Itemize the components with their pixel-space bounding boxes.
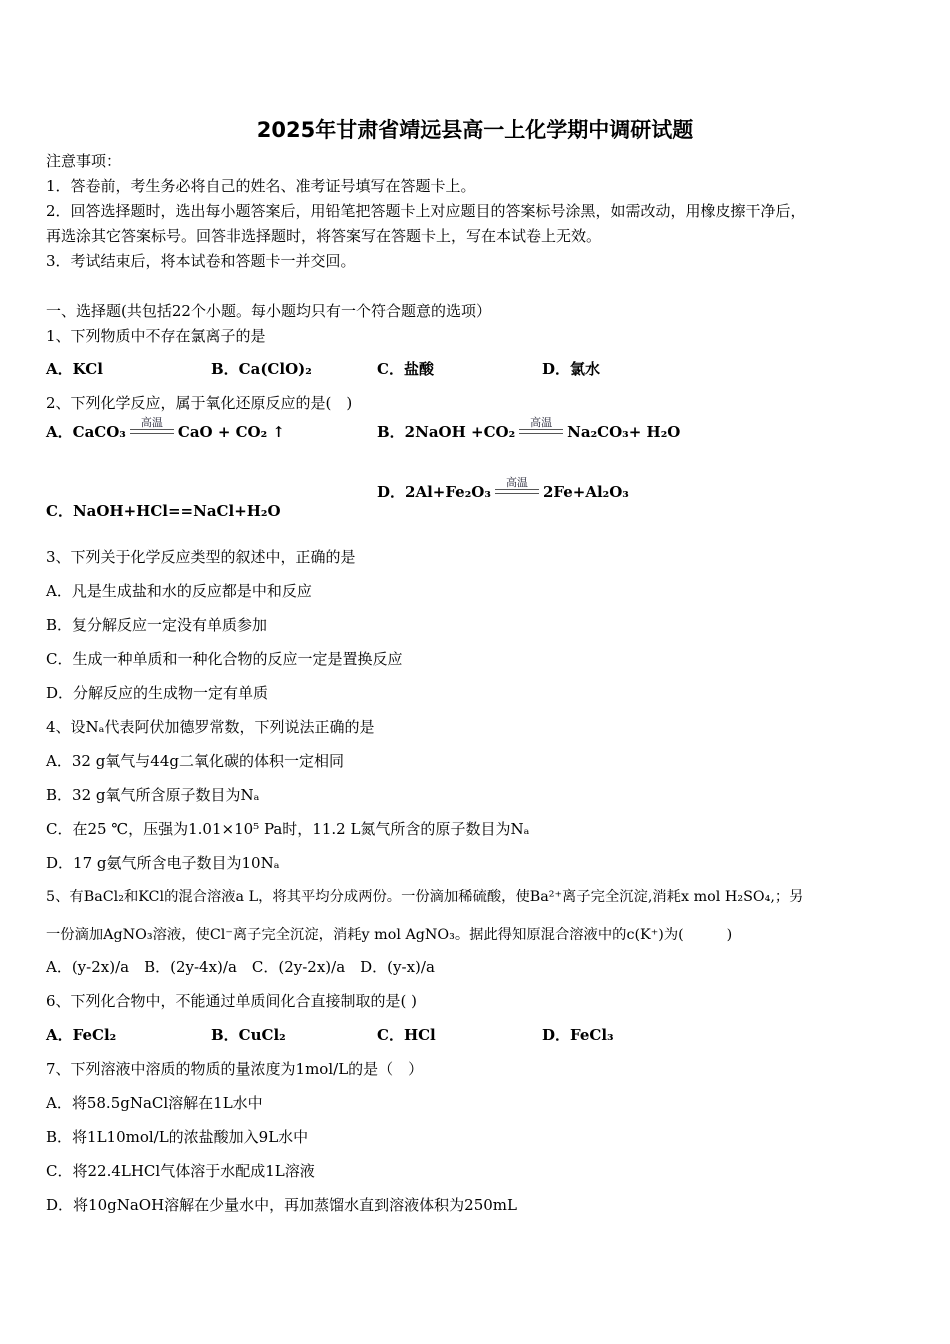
q3-option-a: A．凡是生成盐和水的反应都是中和反应 — [46, 582, 312, 600]
condition-label: 高温 — [505, 476, 528, 489]
q5-options: A．(y-2x)/a B．(2y-4x)/a C．(2y-2x)/a D．(y-x)/a — [46, 958, 435, 976]
double-line — [495, 489, 539, 494]
q7-option-b: B．将1L10mol/L的浓盐酸加入9L水中 — [46, 1128, 309, 1146]
q1-option-a: A．KCl — [46, 360, 103, 378]
condition-label: 高温 — [530, 416, 553, 429]
notice-line: 2．回答选择题时，选出每小题答案后，用铅笔把答题卡上对应题目的答案标号涂黑，如需改动，用橡皮擦干净后， — [46, 202, 806, 220]
reaction-arrow — [519, 417, 563, 434]
q4-stem: 4、设Nₐ代表阿伏加德罗常数，下列说法正确的是 — [46, 718, 375, 736]
q6-option-b: B．CuCl₂ — [211, 1026, 286, 1044]
reaction-arrow — [130, 417, 174, 434]
q2-option-d — [377, 476, 629, 502]
notice-heading: 注意事项： — [46, 152, 122, 170]
q3-stem: 3、下列关于化学反应类型的叙述中，正确的是 — [46, 548, 356, 566]
reaction-arrow — [495, 477, 539, 494]
condition-label: 高温 — [140, 416, 163, 429]
q1-option-b: B．Ca(ClO)₂ — [211, 360, 312, 378]
q7-stem: 7、下列溶液中溶质的物质的量浓度为1mol/L的是（ ） — [46, 1060, 424, 1078]
q3-option-c: C．生成一种单质和一种化合物的反应一定是置换反应 — [46, 650, 403, 668]
q6-option-c: C．HCl — [377, 1026, 436, 1044]
equation-left: B．2NaOH +CO₂ — [377, 423, 516, 441]
q3-option-d: D．分解反应的生成物一定有单质 — [46, 684, 269, 702]
q7-option-c: C．将22.4LHCl气体溶于水配成1L溶液 — [46, 1162, 315, 1180]
q5-stem-line1: 5、有BaCl₂和KCl的混合溶液a L，将其平均分成两份。一份滴加稀硫酸，使Ba²⁺离子完全沉淀,消耗x mol H₂SO₄,；另 — [46, 889, 804, 905]
q3-option-b: B．复分解反应一定没有单质参加 — [46, 616, 268, 634]
q1-option-d: D．氯水 — [542, 360, 601, 378]
section-heading: 一、选择题(共包括22个小题。每小题均只有一个符合题意的选项） — [46, 302, 491, 320]
q1-stem: 1、下列物质中不存在氯离子的是 — [46, 327, 266, 345]
equation-left: A．CaCO₃ — [46, 423, 126, 441]
q6-stem: 6、下列化合物中，不能通过单质间化合直接制取的是( ) — [46, 992, 418, 1010]
equation-left: D．2Al+Fe₂O₃ — [377, 483, 491, 501]
q7-option-d: D．将10gNaOH溶解在少量水中，再加蒸馏水直到溶液体积为250mL — [46, 1196, 517, 1214]
notice-line: 再选涂其它答案标号。回答非选择题时，将答案写在答题卡上，写在本试卷上无效。 — [46, 227, 602, 245]
q6-option-d: D．FeCl₃ — [542, 1026, 614, 1044]
q4-option-d: D．17 g氨气所含电子数目为10Nₐ — [46, 854, 280, 872]
double-line — [130, 429, 174, 434]
equation-right: 2Fe+Al₂O₃ — [542, 483, 629, 501]
notice-line: 1．答卷前，考生务必将自己的姓名、准考证号填写在答题卡上。 — [46, 177, 476, 195]
q5-stem-line2: 一份滴加AgNO₃溶液，使Cl⁻离子完全沉淀，消耗y mol AgNO₃。据此得知原混合溶液中的c(K⁺)为( ) — [46, 927, 733, 943]
q4-option-b: B．32 g氧气所含原子数目为Nₐ — [46, 786, 260, 804]
q4-option-a: A．32 g氧气与44g二氧化碳的体积一定相同 — [46, 752, 344, 770]
page-title: 2025年甘肃省靖远县高一上化学期中调研试题 — [256, 118, 694, 142]
q7-option-a: A．将58.5gNaCl溶解在1L水中 — [46, 1094, 263, 1112]
q2-option-a — [46, 416, 285, 442]
q2-option-b — [377, 416, 681, 442]
equation-right: CaO + CO₂ ↑ — [177, 423, 285, 441]
double-line — [519, 429, 563, 434]
q1-option-c: C．盐酸 — [377, 360, 434, 378]
notice-line: 3．考试结束后，将本试卷和答题卡一并交回。 — [46, 252, 356, 270]
q4-option-c: C．在25 ℃，压强为1.01×10⁵ Pa时，11.2 L氮气所含的原子数目为Nₐ — [46, 820, 530, 838]
q2-stem: 2、下列化学反应，属于氧化还原反应的是( ) — [46, 394, 353, 412]
q6-option-a: A．FeCl₂ — [46, 1026, 117, 1044]
q2-option-c: C．NaOH+HCl==NaCl+H₂O — [46, 502, 281, 520]
equation-right: Na₂CO₃+ H₂O — [567, 423, 681, 441]
